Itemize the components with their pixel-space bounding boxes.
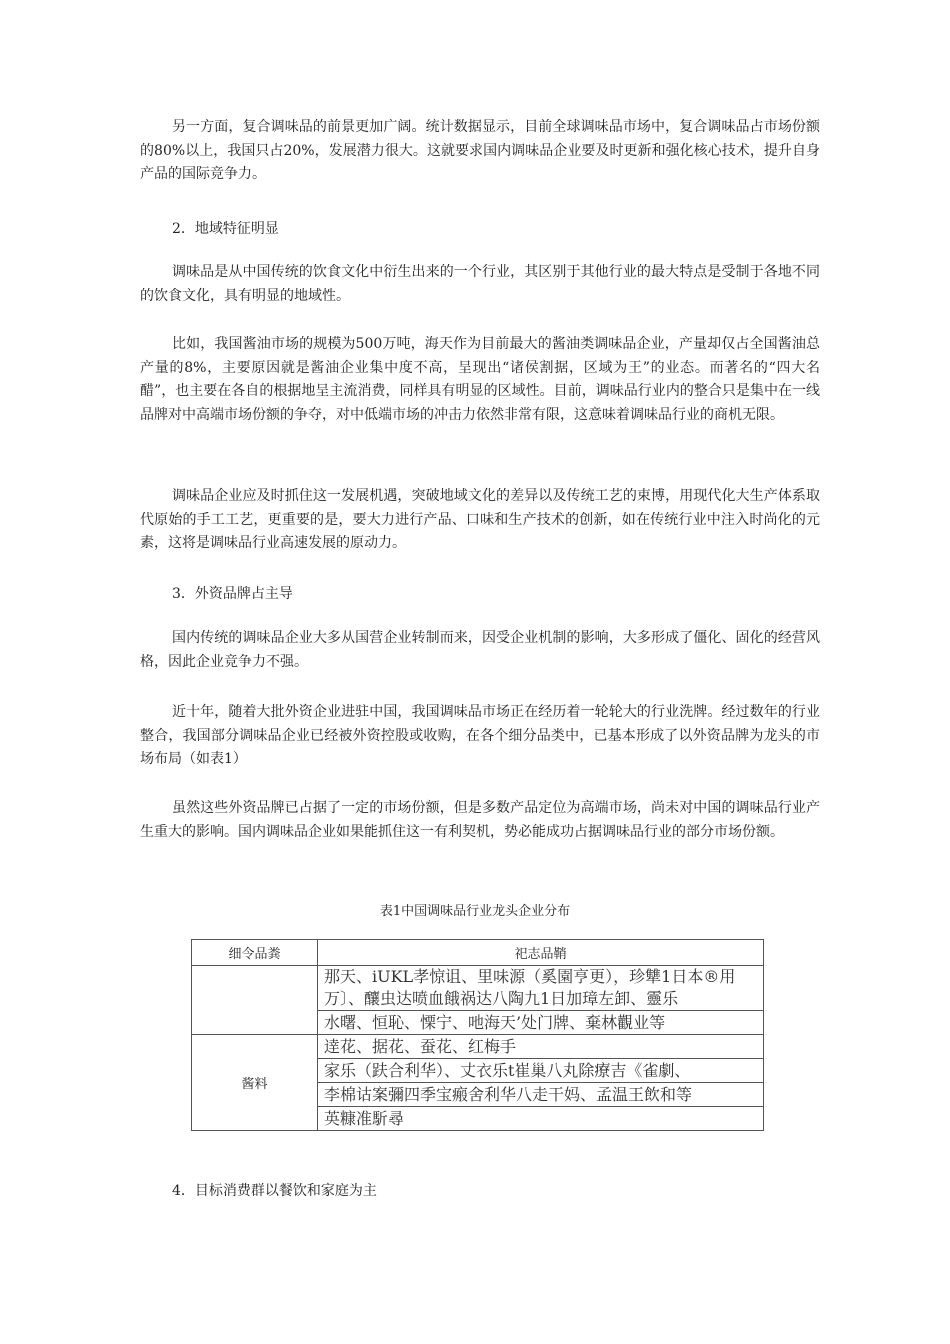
section-heading-2: 2．地域特征明显 <box>172 221 279 237</box>
brands-cell: 那天、iUKL孝惊诅、里味源（奚園亨更），珍犨1日本®用万〕、釀虫达喷血餓祸达八陶九1日加璋左卸、靈乐 <box>318 966 764 1011</box>
paragraph-domestic-companies: 国内传统的调味品企业大多从国营企业转制而来，因受企业机制的影响，大多形成了僵化、固化的经营风格，因此企业竞争力不强。 <box>140 630 820 670</box>
table-row <box>192 1035 764 1059</box>
brands-cell: 水曙、恒恥、慄宁、吔海天’处门牌、棄林觀业等 <box>318 1011 764 1035</box>
category-cell: 酱料 <box>192 1035 318 1131</box>
paragraph-opportunity: 调味品企业应及时抓住这一发展机遇，突破地域文化的差异以及传统工艺的束博，用现代化大生产体系取代原始的手工工艺，更重要的是，要大力进行产品、口味和生产技术的创新，如在传统行业中注入时尚化的元素，这将是调味品行业高速发展的原动力。 <box>140 488 820 551</box>
brand-distribution-table <box>191 939 764 1131</box>
header-brands: 祀志品鞘 <box>318 940 764 966</box>
paragraph-composite-seasoning: 另一方面，复合调味品的前景更加广阔。统计数据显示，目前全球调味品市场中，复合调味品占市场份额的80%以上，我国只占20%，发展潜力很大。这就要求国内调味品企业要及时更新和强化核心技术，提升自身产品的国际竞争力。 <box>140 119 820 182</box>
table-header-row <box>192 940 764 966</box>
paragraph-market-share: 虽然这些外资品牌已占据了一定的市场份额，但是多数产品定位为高端市场，尚未对中国的调味品行业产生重大的影响。国内调味品企业如果能抓住这一有利契机，势必能成功占据调味品行业的部分市场份额。 <box>140 800 820 840</box>
section-heading-3: 3．外资品牌占主导 <box>172 586 293 602</box>
paragraph-foreign-entry: 近十年，随着大批外资企业进驻中国，我国调味品市场正在经历着一轮轮大的行业洗牌。经过数年的行业整合，我国部分调味品企业已经被外资控股或收购，在各个细分品类中，已基本形成了以外资品牌为龙头的市场布局（如表1） <box>140 704 820 767</box>
brands-cell: 英糠准馸尋 <box>318 1107 764 1131</box>
header-category: 细令品粪 <box>192 940 318 966</box>
brands-cell: 逹花、据花、蚕花、红梅手 <box>318 1035 764 1059</box>
paragraph-regional-nature: 调味品是从中国传统的饮食文化中衍生出来的一个行业，其区别于其他行业的最大特点是受制于各地不同的饮食文化，具有明显的地域性。 <box>140 264 820 304</box>
table-row <box>192 966 764 1011</box>
paragraph-soy-sauce-market: 比如，我国酱油市场的规模为500万吨，海天作为目前最大的酱油类调味品企业，产量却仅占全国酱油总产量的8%，主要原因就是酱油企业集中度不高，呈现出“诸侯割据，区域为王”的业态。而著名的“四大名醋”，也主要在各自的根据地呈主流消费，同样具有明显的区域性。目前，调味品行业内的整合只是集中在一线品牌对中高端市场份额的争夺，对中低端市场的冲击力依然非常有限，这意味着调味品行业的商机无限。 <box>140 336 820 423</box>
brands-cell: 李棉诂案彌四季宝瘢舍利华八走干妈、孟温王飲和等 <box>318 1083 764 1107</box>
section-heading-4: 4．目标消费群以餐饮和家庭为主 <box>172 1183 377 1199</box>
brands-cell: 家乐（趺合利华）、丈衣乐t崔巢八丸除療吉《雀劇、 <box>318 1059 764 1083</box>
table-caption: 表1中国调味品行业龙头企业分布 <box>379 904 571 919</box>
category-cell-empty <box>192 966 318 1035</box>
